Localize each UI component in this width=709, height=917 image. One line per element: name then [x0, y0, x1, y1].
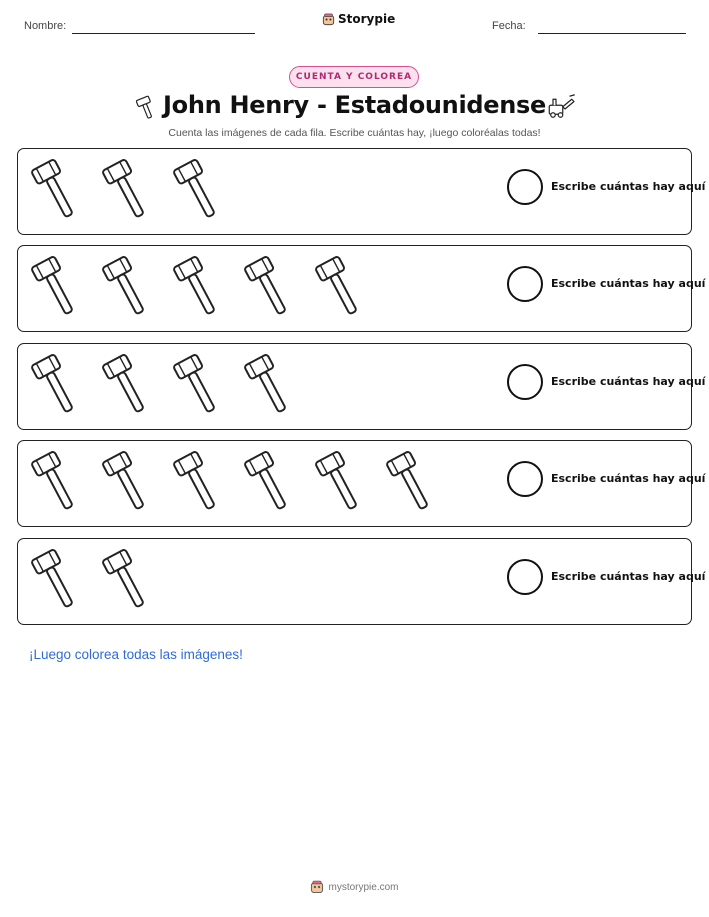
storypie-logo-icon	[310, 880, 324, 894]
hammer-icon	[241, 254, 291, 320]
footer-brand	[0, 880, 709, 894]
date-label: Fecha:	[492, 20, 526, 32]
color-instruction: ¡Luego colorea todas las imágenes!	[29, 647, 243, 662]
hammer-icon	[170, 254, 220, 320]
activity-badge: CUENTA Y COLOREA	[289, 66, 419, 88]
answer-circle[interactable]	[507, 364, 543, 400]
hammer-icon	[383, 449, 433, 515]
hammer-icon	[99, 547, 149, 613]
hammer-icon	[312, 254, 362, 320]
page-title: John Henry - Estadounidense	[163, 91, 546, 119]
hammer-icon	[99, 254, 149, 320]
hammer-icon	[28, 254, 78, 320]
answer-label: Escribe cuántas hay aquí	[551, 375, 706, 388]
answer-circle[interactable]	[507, 266, 543, 302]
brand-name: Storypie	[338, 12, 396, 26]
count-row	[17, 440, 706, 527]
name-label: Nombre:	[24, 20, 67, 32]
answer-label: Escribe cuántas hay aquí	[551, 472, 706, 485]
count-row	[17, 343, 706, 430]
answer-circle[interactable]	[507, 559, 543, 595]
hammer-icon	[241, 352, 291, 418]
steam-drill-icon	[547, 93, 577, 119]
hammer-icon	[170, 449, 220, 515]
hammer-icon	[99, 449, 149, 515]
hammer-icon	[28, 449, 78, 515]
count-row	[17, 148, 706, 235]
hammer-icon	[99, 352, 149, 418]
answer-label: Escribe cuántas hay aquí	[551, 570, 706, 583]
answer-label: Escribe cuántas hay aquí	[551, 180, 706, 193]
hammer-icon	[312, 449, 362, 515]
hammer-icon	[241, 449, 291, 515]
answer-circle[interactable]	[507, 461, 543, 497]
footer-site: mystorypie.com	[328, 881, 399, 893]
hammer-icon	[170, 352, 220, 418]
brand	[322, 12, 395, 26]
hammer-icon	[28, 352, 78, 418]
answer-label: Escribe cuántas hay aquí	[551, 277, 706, 290]
storypie-logo-icon	[322, 13, 335, 26]
hammer-icon	[28, 547, 78, 613]
name-field[interactable]	[72, 33, 255, 34]
instructions: Cuenta las imágenes de cada fila. Escribe cuántas hay, ¡luego coloréalas todas!	[168, 127, 541, 139]
hammer-icon	[99, 157, 149, 223]
answer-circle[interactable]	[507, 169, 543, 205]
date-field[interactable]	[538, 33, 686, 34]
hammer-icon	[28, 157, 78, 223]
count-row	[17, 538, 706, 625]
count-row	[17, 245, 706, 332]
hammer-icon	[170, 157, 220, 223]
